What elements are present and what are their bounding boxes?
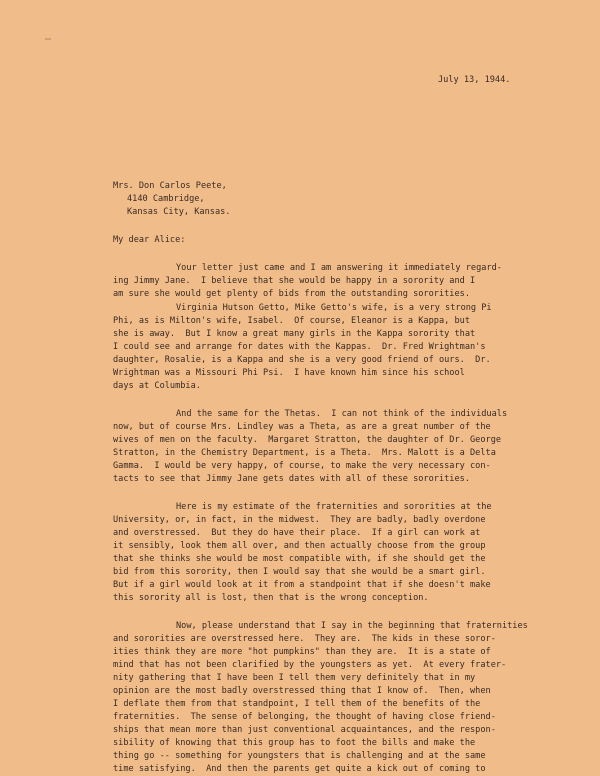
text-line: Phi, as is Milton's wife, Isabel. Of course, Eleanor is a Kappa, but [113, 316, 470, 326]
text-line: Virginia Hutson Getto, Mike Getto's wife, is a very strong Pi [176, 303, 492, 313]
paper-mark [45, 38, 51, 40]
text-line: am sure she would get plenty of bids from the outstanding sororities. [113, 289, 470, 299]
text-line: I deflate them from that standpoint, I tell them of the benefits of the [113, 699, 481, 709]
text-line: and overstressed. But they do have their place. If a girl can work at [113, 528, 481, 538]
text-line: Now, please understand that I say in the beginning that fraternities [176, 621, 528, 631]
text-line: I could see and arrange for dates with the Kappas. Dr. Fred Wrightman's [113, 342, 486, 352]
text-line: fraternities. The sense of belonging, the thought of having close friend- [113, 712, 496, 722]
text-line: now, but of course Mrs. Lindley was a Theta, as are a great number of the [113, 422, 491, 432]
text-line: that she thinks she would be most compatible with, if she should get the [113, 554, 486, 564]
letter-date: July 13, 1944. [438, 75, 511, 85]
salutation: My dear Alice: [113, 235, 186, 245]
text-line: Your letter just came and I am answering it immediately regard- [176, 263, 502, 273]
text-line: sibility of knowing that this group has to foot the bills and make the [113, 738, 476, 748]
address-line: Kansas City, Kansas. [127, 207, 231, 217]
text-line: University, or, in fact, in the midwest. They are badly, badly overdone [113, 515, 486, 525]
text-line: Stratton, in the Chemistry Department, is a Theta. Mrs. Malott is a Delta [113, 448, 496, 458]
text-line: Gamma. I would be very happy, of course, to make the very necessary con- [113, 461, 491, 471]
text-line: days at Columbia. [113, 381, 201, 391]
text-line: And the same for the Thetas. I can not think of the individuals [176, 409, 508, 419]
text-line: time satisfying. And then the parents get quite a kick out of coming to [113, 764, 486, 774]
address-line: 4140 Cambridge, [127, 194, 205, 204]
text-line: Wrightman was a Missouri Phi Psi. I have known him since his school [113, 368, 465, 378]
text-line: and sororities are overstressed here. They are. The kids in these soror- [113, 634, 496, 644]
address-line: Mrs. Don Carlos Peete, [113, 181, 227, 191]
text-line: this sorority all is lost, then that is the wrong conception. [113, 593, 429, 603]
text-line: wives of men on the faculty. Margaret Stratton, the daughter of Dr. George [113, 435, 502, 445]
text-line: ships that mean more than just conventional acquaintances, and the respon- [113, 725, 496, 735]
text-line: bid from this sorority, then I would say that she would be a smart girl. [113, 567, 486, 577]
text-line: tacts to see that Jimmy Jane gets dates with all of these sororities. [113, 474, 470, 484]
text-line: But if a girl would look at it from a standpoint that if she doesn't make [113, 580, 491, 590]
text-line: she is away. But I know a great many girls in the Kappa sorority that [113, 329, 476, 339]
text-line: nity gathering that I have been I tell them very definitely that in my [113, 673, 476, 683]
text-line: Here is my estimate of the fraternities and sororities at the [176, 502, 492, 512]
text-line: ing Jimmy Jane. I believe that she would be happy in a sorority and I [113, 276, 476, 286]
text-line: ities think they are more "hot pumpkins" than they are. It is a state of [113, 647, 491, 657]
text-line: mind that has not been clarified by the youngsters as yet. At every frater- [113, 660, 507, 670]
text-line: daughter, Rosalie, is a Kappa and she is a very good friend of ours. Dr. [113, 355, 491, 365]
text-line: it sensibly, look them all over, and then actually choose from the group [113, 541, 486, 551]
text-line: opinion are the most badly overstressed thing that I know of. Then, when [113, 686, 491, 696]
text-line: thing go -- something for youngsters that is challenging and at the same [113, 751, 486, 761]
